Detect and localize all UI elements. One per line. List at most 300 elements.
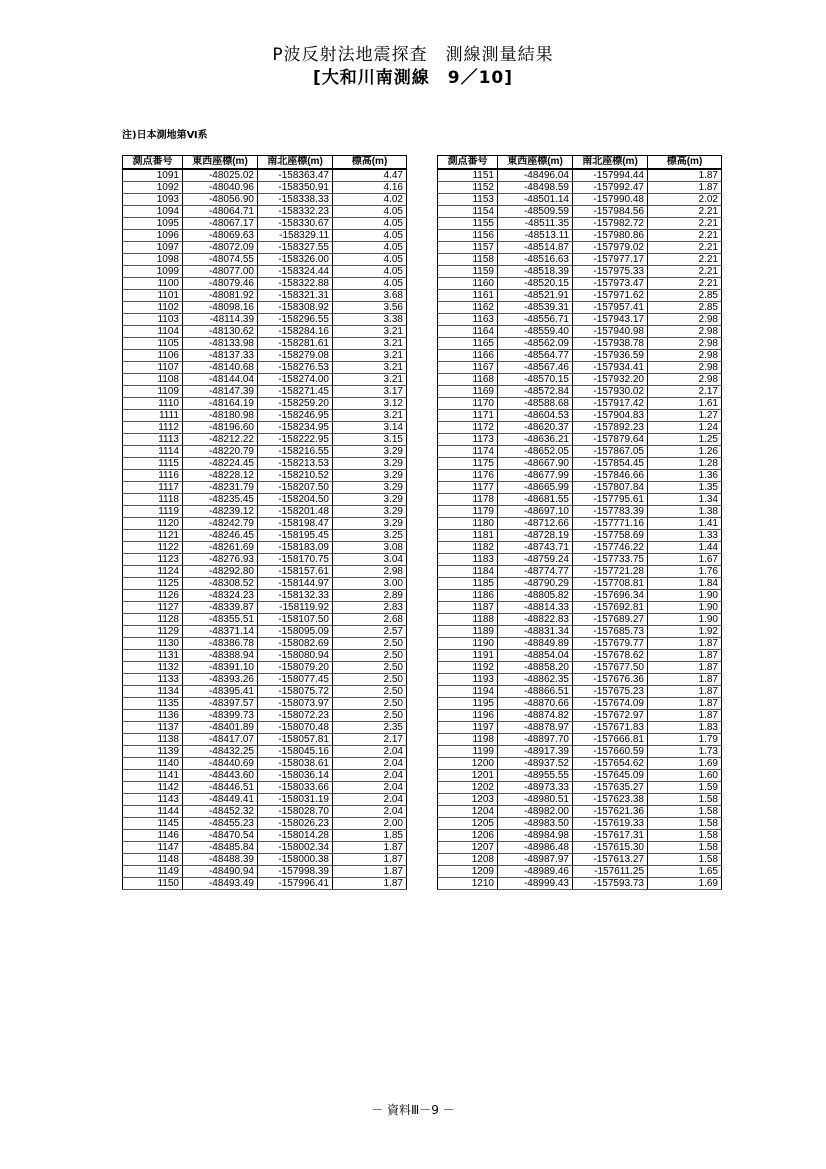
elevation-cell: 2.57 — [333, 626, 407, 638]
north-south-cell: -157660.59 — [573, 746, 648, 758]
table-row — [438, 758, 722, 770]
station-cell: 1159 — [438, 266, 498, 278]
east-west-cell: -48371.14 — [183, 626, 258, 638]
north-south-cell: -157619.33 — [573, 818, 648, 830]
east-west-cell: -48180.98 — [183, 410, 258, 422]
north-south-cell: -157689.27 — [573, 614, 648, 626]
north-south-cell: -158002.34 — [258, 842, 333, 854]
north-south-cell: -158207.50 — [258, 482, 333, 494]
table-row — [438, 218, 722, 230]
station-cell: 1147 — [123, 842, 183, 854]
elevation-cell: 4.47 — [333, 169, 407, 182]
station-cell: 1203 — [438, 794, 498, 806]
table-row — [438, 662, 722, 674]
table-row — [123, 602, 407, 614]
east-west-cell: -48081.92 — [183, 290, 258, 302]
station-cell: 1102 — [123, 302, 183, 314]
north-south-cell: -158014.28 — [258, 830, 333, 842]
table-row — [438, 650, 722, 662]
table-row — [438, 818, 722, 830]
east-west-cell: -48862.35 — [498, 674, 573, 686]
east-west-cell: -48399.73 — [183, 710, 258, 722]
table-row — [438, 446, 722, 458]
station-cell: 1099 — [123, 266, 183, 278]
east-west-cell: -48570.15 — [498, 374, 573, 386]
station-cell: 1206 — [438, 830, 498, 842]
station-cell: 1093 — [123, 194, 183, 206]
table-row — [438, 494, 722, 506]
elevation-cell: 2.21 — [648, 254, 722, 266]
elevation-cell: 1.87 — [333, 842, 407, 854]
station-cell: 1129 — [123, 626, 183, 638]
east-west-cell: -48681.55 — [498, 494, 573, 506]
elevation-cell: 1.25 — [648, 434, 722, 446]
east-west-cell: -48665.99 — [498, 482, 573, 494]
table-row — [438, 578, 722, 590]
north-south-cell: -157980.86 — [573, 230, 648, 242]
station-cell: 1164 — [438, 326, 498, 338]
elevation-cell: 1.69 — [648, 758, 722, 770]
east-west-cell: -48496.04 — [498, 169, 573, 182]
table-row — [123, 626, 407, 638]
east-west-cell: -48308.52 — [183, 578, 258, 590]
elevation-cell: 1.87 — [648, 182, 722, 194]
north-south-cell: -157677.50 — [573, 662, 648, 674]
table-row — [123, 422, 407, 434]
station-cell: 1172 — [438, 422, 498, 434]
elevation-cell: 3.21 — [333, 338, 407, 350]
east-west-cell: -48446.51 — [183, 782, 258, 794]
east-west-cell: -48064.71 — [183, 206, 258, 218]
elevation-cell: 3.21 — [333, 374, 407, 386]
table-row — [123, 458, 407, 470]
elevation-cell: 1.87 — [333, 878, 407, 890]
north-south-cell: -157867.05 — [573, 446, 648, 458]
table-row — [123, 434, 407, 446]
east-west-cell: -48391.10 — [183, 662, 258, 674]
station-cell: 1154 — [438, 206, 498, 218]
east-west-cell: -48144.04 — [183, 374, 258, 386]
north-south-cell: -158234.95 — [258, 422, 333, 434]
east-west-cell: -48987.97 — [498, 854, 573, 866]
east-west-cell: -48133.98 — [183, 338, 258, 350]
table-row — [123, 338, 407, 350]
station-cell: 1195 — [438, 698, 498, 710]
east-west-cell: -48774.77 — [498, 566, 573, 578]
north-south-cell: -158033.66 — [258, 782, 333, 794]
north-south-cell: -157936.59 — [573, 350, 648, 362]
table-row — [123, 218, 407, 230]
north-south-cell: -158080.94 — [258, 650, 333, 662]
north-south-cell: -157998.39 — [258, 866, 333, 878]
station-cell: 1146 — [123, 830, 183, 842]
elevation-cell: 1.73 — [648, 746, 722, 758]
station-cell: 1131 — [123, 650, 183, 662]
north-south-cell: -158210.52 — [258, 470, 333, 482]
table-row — [438, 230, 722, 242]
station-cell: 1180 — [438, 518, 498, 530]
elevation-cell: 1.58 — [648, 806, 722, 818]
north-south-cell: -158082.69 — [258, 638, 333, 650]
east-west-cell: -48242.79 — [183, 518, 258, 530]
station-cell: 1197 — [438, 722, 498, 734]
table-row — [438, 254, 722, 266]
elevation-cell: 2.02 — [648, 194, 722, 206]
table-row — [123, 266, 407, 278]
north-south-cell: -157635.27 — [573, 782, 648, 794]
east-west-cell: -48470.54 — [183, 830, 258, 842]
north-south-cell: -158350.91 — [258, 182, 333, 194]
north-south-cell: -158132.33 — [258, 590, 333, 602]
station-cell: 1108 — [123, 374, 183, 386]
east-west-cell: -48455.23 — [183, 818, 258, 830]
east-west-cell: -48980.51 — [498, 794, 573, 806]
station-cell: 1112 — [123, 422, 183, 434]
page-subtitle: [大和川南測線 9／10] — [312, 68, 514, 88]
elevation-cell: 2.98 — [648, 374, 722, 386]
table-row — [438, 806, 722, 818]
elevation-cell: 1.44 — [648, 542, 722, 554]
north-south-cell: -157879.64 — [573, 434, 648, 446]
table-row — [123, 302, 407, 314]
elevation-cell: 1.87 — [648, 169, 722, 182]
east-west-cell: -48897.70 — [498, 734, 573, 746]
elevation-cell: 1.79 — [648, 734, 722, 746]
elevation-cell: 3.00 — [333, 578, 407, 590]
north-south-cell: -158079.20 — [258, 662, 333, 674]
north-south-cell: -158198.47 — [258, 518, 333, 530]
station-cell: 1167 — [438, 362, 498, 374]
elevation-cell: 4.05 — [333, 218, 407, 230]
survey-table-left — [122, 155, 407, 890]
station-cell: 1142 — [123, 782, 183, 794]
east-west-cell: -48790.29 — [498, 578, 573, 590]
table-row — [123, 194, 407, 206]
elevation-cell: 3.29 — [333, 518, 407, 530]
station-cell: 1138 — [123, 734, 183, 746]
table-row — [438, 278, 722, 290]
elevation-cell: 2.98 — [648, 314, 722, 326]
elevation-cell: 4.05 — [333, 242, 407, 254]
north-south-cell: -158274.00 — [258, 374, 333, 386]
north-south-cell: -157675.23 — [573, 686, 648, 698]
elevation-cell: 1.24 — [648, 422, 722, 434]
elevation-cell: 3.21 — [333, 362, 407, 374]
elevation-cell: 1.90 — [648, 590, 722, 602]
north-south-cell: -158195.45 — [258, 530, 333, 542]
table-row — [123, 230, 407, 242]
east-west-cell: -48239.12 — [183, 506, 258, 518]
elevation-cell: 2.85 — [648, 290, 722, 302]
elevation-cell: 2.21 — [648, 230, 722, 242]
station-cell: 1198 — [438, 734, 498, 746]
east-west-cell: -48870.66 — [498, 698, 573, 710]
station-cell: 1189 — [438, 626, 498, 638]
east-west-cell: -48490.94 — [183, 866, 258, 878]
station-cell: 1188 — [438, 614, 498, 626]
table-row — [123, 290, 407, 302]
table-row — [123, 506, 407, 518]
elevation-cell: 3.38 — [333, 314, 407, 326]
elevation-cell: 1.58 — [648, 854, 722, 866]
north-south-cell: -157846.66 — [573, 470, 648, 482]
station-cell: 1098 — [123, 254, 183, 266]
east-west-cell: -48518.39 — [498, 266, 573, 278]
east-west-cell: -48652.05 — [498, 446, 573, 458]
station-cell: 1186 — [438, 590, 498, 602]
elevation-cell: 2.17 — [333, 734, 407, 746]
station-cell: 1134 — [123, 686, 183, 698]
table-row — [438, 542, 722, 554]
east-west-cell: -48443.60 — [183, 770, 258, 782]
north-south-cell: -157854.45 — [573, 458, 648, 470]
east-west-cell: -48983.50 — [498, 818, 573, 830]
table-row — [123, 782, 407, 794]
table-row — [123, 530, 407, 542]
station-cell: 1209 — [438, 866, 498, 878]
elevation-cell: 3.21 — [333, 326, 407, 338]
elevation-cell: 3.29 — [333, 446, 407, 458]
north-south-cell: -157957.41 — [573, 302, 648, 314]
table-row — [438, 722, 722, 734]
elevation-cell: 2.50 — [333, 686, 407, 698]
table-row — [123, 314, 407, 326]
elevation-cell: 1.84 — [648, 578, 722, 590]
table-row — [438, 410, 722, 422]
table-row — [123, 494, 407, 506]
table-row — [438, 590, 722, 602]
table-row — [123, 662, 407, 674]
station-cell: 1174 — [438, 446, 498, 458]
elevation-cell: 3.08 — [333, 542, 407, 554]
elevation-cell: 1.90 — [648, 614, 722, 626]
north-south-cell: -157678.62 — [573, 650, 648, 662]
station-cell: 1158 — [438, 254, 498, 266]
elevation-cell: 2.98 — [648, 362, 722, 374]
station-cell: 1117 — [123, 482, 183, 494]
north-south-cell: -157671.83 — [573, 722, 648, 734]
table-row — [438, 770, 722, 782]
table-row — [438, 842, 722, 854]
elevation-cell: 2.50 — [333, 662, 407, 674]
north-south-cell: -157992.47 — [573, 182, 648, 194]
table-row — [123, 482, 407, 494]
elevation-cell: 2.04 — [333, 806, 407, 818]
elevation-cell: 2.00 — [333, 818, 407, 830]
station-cell: 1133 — [123, 674, 183, 686]
north-south-cell: -157783.39 — [573, 506, 648, 518]
station-cell: 1143 — [123, 794, 183, 806]
east-west-cell: -48973.33 — [498, 782, 573, 794]
header-north-south: 南北座標(m) — [573, 156, 648, 170]
east-west-cell: -48114.39 — [183, 314, 258, 326]
table-row — [438, 482, 722, 494]
station-cell: 1092 — [123, 182, 183, 194]
north-south-cell: -158326.00 — [258, 254, 333, 266]
table-row — [438, 878, 722, 890]
east-west-cell: -48986.48 — [498, 842, 573, 854]
table-row — [438, 290, 722, 302]
elevation-cell: 4.02 — [333, 194, 407, 206]
north-south-cell: -157696.34 — [573, 590, 648, 602]
elevation-cell: 2.17 — [648, 386, 722, 398]
table-row — [438, 314, 722, 326]
east-west-cell: -48559.40 — [498, 326, 573, 338]
north-south-cell: -157917.42 — [573, 398, 648, 410]
header-station: 測点番号 — [123, 156, 183, 170]
north-south-cell: -157674.09 — [573, 698, 648, 710]
north-south-cell: -157645.09 — [573, 770, 648, 782]
station-cell: 1151 — [438, 169, 498, 182]
elevation-cell: 1.58 — [648, 842, 722, 854]
elevation-cell: 1.41 — [648, 518, 722, 530]
north-south-cell: -158119.92 — [258, 602, 333, 614]
station-cell: 1148 — [123, 854, 183, 866]
east-west-cell: -48620.37 — [498, 422, 573, 434]
north-south-cell: -157938.78 — [573, 338, 648, 350]
table-row — [123, 878, 407, 890]
elevation-cell: 4.05 — [333, 206, 407, 218]
east-west-cell: -48072.09 — [183, 242, 258, 254]
table-row — [438, 386, 722, 398]
north-south-cell: -157996.41 — [258, 878, 333, 890]
datum-note: 注)日本測地第Ⅵ系 — [122, 130, 208, 141]
north-south-cell: -157932.20 — [573, 374, 648, 386]
station-cell: 1183 — [438, 554, 498, 566]
table-header-row — [123, 156, 407, 170]
station-cell: 1118 — [123, 494, 183, 506]
station-cell: 1152 — [438, 182, 498, 194]
east-west-cell: -48130.62 — [183, 326, 258, 338]
east-west-cell: -48339.87 — [183, 602, 258, 614]
table-row — [123, 590, 407, 602]
table-row — [438, 302, 722, 314]
table-row — [438, 554, 722, 566]
elevation-cell: 1.92 — [648, 626, 722, 638]
east-west-cell: -48604.53 — [498, 410, 573, 422]
station-cell: 1191 — [438, 650, 498, 662]
elevation-cell: 2.50 — [333, 638, 407, 650]
east-west-cell: -48937.52 — [498, 758, 573, 770]
north-south-cell: -158073.97 — [258, 698, 333, 710]
header-east-west: 東西座標(m) — [498, 156, 573, 170]
elevation-cell: 3.12 — [333, 398, 407, 410]
elevation-cell: 1.38 — [648, 506, 722, 518]
table-row — [123, 842, 407, 854]
table-row — [438, 734, 722, 746]
table-row — [438, 854, 722, 866]
north-south-cell: -158095.09 — [258, 626, 333, 638]
elevation-cell: 2.04 — [333, 758, 407, 770]
elevation-cell: 2.21 — [648, 206, 722, 218]
east-west-cell: -48878.97 — [498, 722, 573, 734]
table-row — [438, 626, 722, 638]
elevation-cell: 1.69 — [648, 878, 722, 890]
elevation-cell: 1.36 — [648, 470, 722, 482]
north-south-cell: -157666.81 — [573, 734, 648, 746]
elevation-cell: 1.28 — [648, 458, 722, 470]
table-row — [123, 830, 407, 842]
elevation-cell: 2.50 — [333, 674, 407, 686]
elevation-cell: 1.58 — [648, 794, 722, 806]
elevation-cell: 2.50 — [333, 710, 407, 722]
north-south-cell: -158204.50 — [258, 494, 333, 506]
east-west-cell: -48417.07 — [183, 734, 258, 746]
station-cell: 1096 — [123, 230, 183, 242]
east-west-cell: -48393.26 — [183, 674, 258, 686]
elevation-cell: 2.68 — [333, 614, 407, 626]
table-row — [123, 758, 407, 770]
table-row — [123, 398, 407, 410]
east-west-cell: -48562.09 — [498, 338, 573, 350]
station-cell: 1200 — [438, 758, 498, 770]
station-cell: 1139 — [123, 746, 183, 758]
table-row — [123, 722, 407, 734]
east-west-cell: -48989.46 — [498, 866, 573, 878]
east-west-cell: -48982.00 — [498, 806, 573, 818]
east-west-cell: -48521.91 — [498, 290, 573, 302]
station-cell: 1122 — [123, 542, 183, 554]
east-west-cell: -48509.59 — [498, 206, 573, 218]
station-cell: 1110 — [123, 398, 183, 410]
table-row — [438, 530, 722, 542]
north-south-cell: -157977.17 — [573, 254, 648, 266]
station-cell: 1123 — [123, 554, 183, 566]
table-row — [438, 710, 722, 722]
elevation-cell: 4.16 — [333, 182, 407, 194]
station-cell: 1145 — [123, 818, 183, 830]
table-row — [123, 182, 407, 194]
station-cell: 1107 — [123, 362, 183, 374]
north-south-cell: -158077.45 — [258, 674, 333, 686]
east-west-cell: -48831.34 — [498, 626, 573, 638]
table-row — [123, 854, 407, 866]
station-cell: 1175 — [438, 458, 498, 470]
table-row — [438, 746, 722, 758]
north-south-cell: -158321.31 — [258, 290, 333, 302]
east-west-cell: -48147.39 — [183, 386, 258, 398]
elevation-cell: 2.98 — [333, 566, 407, 578]
table-row — [123, 518, 407, 530]
east-west-cell: -48485.84 — [183, 842, 258, 854]
elevation-cell: 3.04 — [333, 554, 407, 566]
station-cell: 1160 — [438, 278, 498, 290]
north-south-cell: -157611.25 — [573, 866, 648, 878]
east-west-cell: -48235.45 — [183, 494, 258, 506]
station-cell: 1202 — [438, 782, 498, 794]
north-south-cell: -157930.02 — [573, 386, 648, 398]
station-cell: 1097 — [123, 242, 183, 254]
station-cell: 1190 — [438, 638, 498, 650]
table-row — [123, 566, 407, 578]
elevation-cell: 3.29 — [333, 494, 407, 506]
north-south-cell: -158216.55 — [258, 446, 333, 458]
elevation-cell: 1.33 — [648, 530, 722, 542]
elevation-cell: 1.87 — [648, 662, 722, 674]
elevation-cell: 2.21 — [648, 278, 722, 290]
north-south-cell: -158157.61 — [258, 566, 333, 578]
elevation-cell: 1.87 — [648, 710, 722, 722]
north-south-cell: -158144.97 — [258, 578, 333, 590]
table-row — [123, 686, 407, 698]
east-west-cell: -48588.68 — [498, 398, 573, 410]
elevation-cell: 2.04 — [333, 746, 407, 758]
table-row — [438, 338, 722, 350]
table-row — [123, 734, 407, 746]
header-elevation: 標高(m) — [648, 156, 722, 170]
station-cell: 1194 — [438, 686, 498, 698]
north-south-cell: -157807.84 — [573, 482, 648, 494]
